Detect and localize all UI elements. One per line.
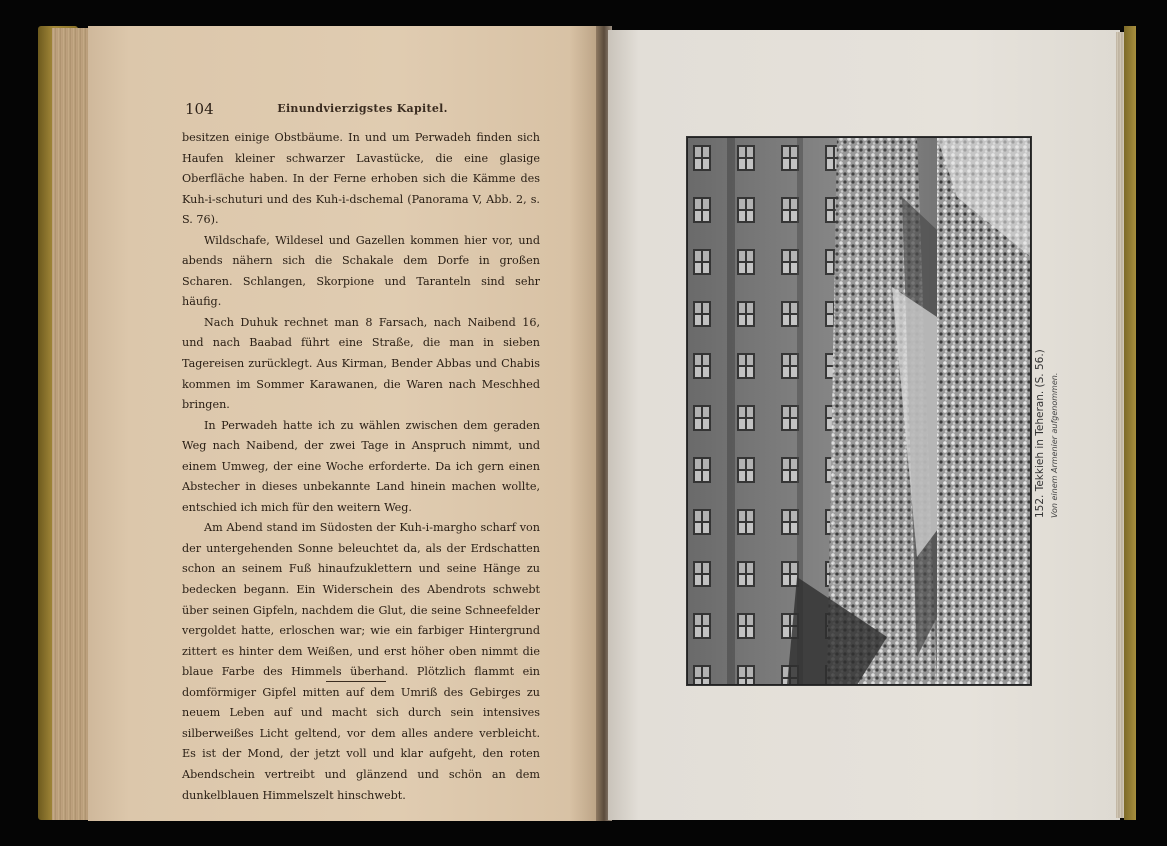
book-cover-right-edge [1124,26,1136,820]
page-number: 104 [185,100,214,118]
paragraph: Am Abend stand im Südosten der Kuh-i-margho scharf von der untergehenden Sonne beleuchtet da, als der Erdschatten schon an seinem Fuß hinaufzuklettern und seine Hänge zu bedecken begann. Ein Widerschein des Abendrots schwebt über seinen Gipfeln, nachdem die Glut, die seine Schneefelder vergoldet hatte, erloschen war; wie ein farbiger Hintergrund zittert es hinter dem Weißen, und erst höher oben nimmt die blaue Farbe des Himmels überhand. Plötzlich flammt ein domförmiger Gipfel mitten auf dem Umriß des Gebirges zu neuem Leben auf und macht sich durch sein intensives silberweißes Licht geltend, vor dem alles andere verbleicht. Es ist der Mond, der jetzt voll und klar aufgeht, den roten Abendschein vertreibt und glänzend und schön an dem dunkelblauen Himmelszelt hinschwebt. [182,521,540,802]
page-header [185,100,540,120]
paragraph: Nach Duhuk rechnet man 8 Farsach, nach Naibend 16, und nach Baabad führt eine Straße, die man in sieben Tagereisen zurücklegt. Aus Kirman, Bender Abbas und Chabis kommen im Sommer Karawanen, die Waren nach Meschhed bringen. [182,315,540,412]
photo-plate [686,136,1032,686]
left-page-body-text [182,128,540,806]
chapter-end-rule [326,681,386,682]
tekkieh-photograph [687,137,1031,685]
paragraph: In Perwadeh hatte ich zu wählen zwischen dem geraden Weg nach Naibend, der zwei Tage in Anspruch nimmt, und einem Umweg, der eine Woche erforderte. Da ich gern einen Abstecher in dieses unbekannte Land hinein machen wollte, entschied ich mich für den weitern Weg. [182,418,540,514]
paragraph: Wildschafe, Wildesel und Gazellen kommen hier vor, und abends nähern sich die Schakale dem Dorfe in großen Scharen. Schlangen, Skorpione und Taranteln sind sehr häufig. [182,233,540,309]
plate-credit: Von einem Armenier aufgenommen. [1050,372,1059,518]
plate-caption: 152. Tekkieh in Teheran. (S. 56.) [1034,349,1046,518]
paragraph: besitzen einige Obstbäume. In und um Perwadeh finden sich Haufen kleiner schwarzer Lavastücke, die eine glasige Oberfläche haben. In der Ferne erhoben sich die Kämme des Kuh-i-schuturi und des Kuh-i-dschemal (Panorama V, Abb. 2, s. S. 76). [182,131,540,227]
page-edges-left [52,28,92,820]
running-head: Einundvierzigstes Kapitel. [277,102,448,115]
